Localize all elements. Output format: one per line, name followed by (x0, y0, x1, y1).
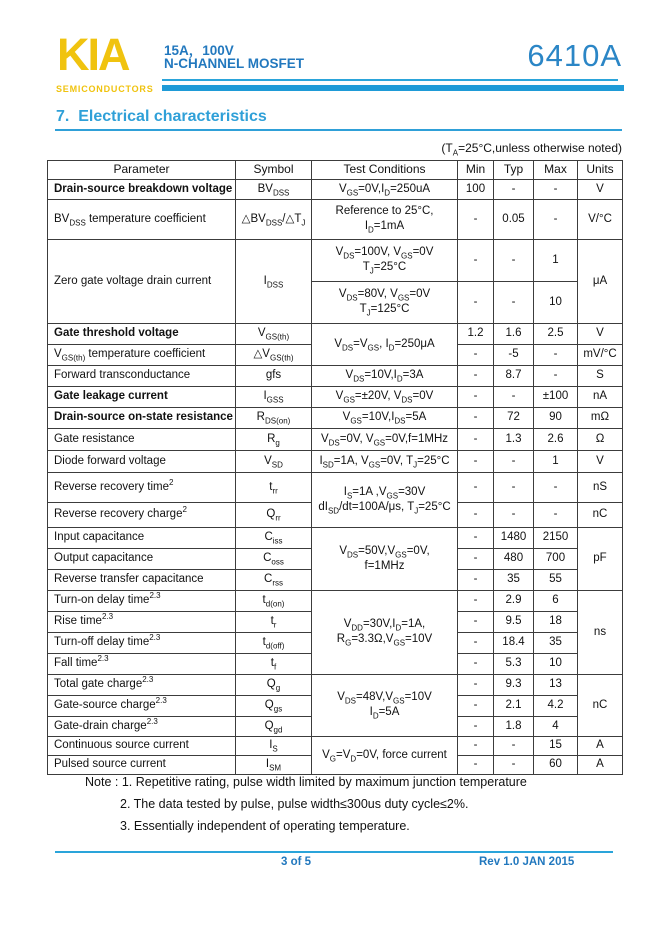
table-row (48, 386, 623, 407)
param-cell: Reverse transfer capacitance (48, 569, 236, 590)
symbol-cell: $\triangle BV_{DSS}/\triangle T_J$ (236, 199, 312, 239)
param-cell: Continuous source current (48, 736, 236, 755)
table-row (48, 527, 623, 548)
conditions-cell: Reference to 25°C, $I_D=1mA$ (312, 199, 458, 239)
max-cell: - (534, 502, 578, 527)
notes-block (85, 775, 527, 841)
table-header-row (48, 161, 623, 180)
table-row (48, 239, 623, 281)
param-cell: Diode forward voltage (48, 450, 236, 472)
param-cell: Drain-source on-state resistance (48, 407, 236, 428)
symbol-cell: $t_r$ (236, 611, 312, 632)
table-row (48, 365, 623, 386)
device-rating: 15A，100V (164, 43, 234, 58)
symbol-cell: $I_{SM}$ (236, 755, 312, 774)
conditions-cell: $V_{GS}=0V,I_D=250uA$ (312, 179, 458, 199)
max-cell: 1 (534, 450, 578, 472)
table-body (48, 179, 623, 774)
max-cell: 35 (534, 632, 578, 653)
table-row (48, 323, 623, 344)
conditions-cell: $V_{GS}=\pm 20V$, $V_{DS}=0V$ (312, 386, 458, 407)
typ-cell: -5 (494, 344, 534, 365)
max-cell: 10 (534, 653, 578, 674)
header-rule-thick (162, 85, 624, 91)
max-cell: 55 (534, 569, 578, 590)
table-row (48, 407, 623, 428)
symbol-cell: $t_f$ (236, 653, 312, 674)
min-cell: - (458, 548, 494, 569)
min-cell: - (458, 674, 494, 695)
column-header-parameter: Parameter (48, 161, 236, 180)
min-cell: - (458, 716, 494, 736)
typ-cell: 9.5 (494, 611, 534, 632)
min-cell: 100 (458, 179, 494, 199)
typ-cell: - (494, 386, 534, 407)
max-cell: 18 (534, 611, 578, 632)
units-cell: ns (578, 590, 623, 674)
symbol-cell: $Q_{gs}$ (236, 695, 312, 716)
conditions-cell: $V_{GS}=10V,I_{DS}=5A$ (312, 407, 458, 428)
typ-cell: - (494, 472, 534, 502)
symbol-cell: $C_{oss}$ (236, 548, 312, 569)
max-cell: 6 (534, 590, 578, 611)
max-cell: 2.5 (534, 323, 578, 344)
units-cell: V (578, 179, 623, 199)
conditions-cell: $V_{DS}=10V,I_D=3A$ (312, 365, 458, 386)
units-cell: V (578, 323, 623, 344)
typ-cell: 1.6 (494, 323, 534, 344)
param-cell: Gate resistance (48, 428, 236, 450)
conditions-cell: $V_{DS}=50V,V_{GS}=0V$, f=1MHz (312, 527, 458, 590)
table-row (48, 179, 623, 199)
column-header-symbol: Symbol (236, 161, 312, 180)
param-cell: Zero gate voltage drain current (48, 239, 236, 323)
param-cell: Gate-source charge$^{2.3}$ (48, 695, 236, 716)
units-cell: V/°C (578, 199, 623, 239)
min-cell: - (458, 502, 494, 527)
param-cell: Output capacitance (48, 548, 236, 569)
min-cell: - (458, 428, 494, 450)
symbol-cell: $t_{d(off)}$ (236, 632, 312, 653)
min-cell: - (458, 653, 494, 674)
param-cell: Forward transconductance (48, 365, 236, 386)
note-line-1: Note : 1. Repetitive rating, pulse width limited by maximum junction temperature (85, 775, 527, 789)
param-cell: Rise time$^{2.3}$ (48, 611, 236, 632)
symbol-cell: gfs (236, 365, 312, 386)
header-rule-thin (162, 79, 618, 81)
param-cell: Drain-source breakdown voltage (48, 179, 236, 199)
typ-cell: - (494, 239, 534, 281)
param-cell: Fall time$^{2.3}$ (48, 653, 236, 674)
typ-cell: 35 (494, 569, 534, 590)
table-row (48, 472, 623, 502)
units-cell: mΩ (578, 407, 623, 428)
page-number: 3 of 5 (281, 856, 312, 868)
symbol-cell: $BV_{DSS}$ (236, 179, 312, 199)
symbol-cell: $t_{d(on)}$ (236, 590, 312, 611)
max-cell: - (534, 179, 578, 199)
footer-rule (55, 851, 613, 853)
conditions-cell: $I_{SD}=1A$, $V_{GS}=0V$, $T_J=25^\circ C$ (312, 450, 458, 472)
param-cell: Gate threshold voltage (48, 323, 236, 344)
min-cell: - (458, 695, 494, 716)
part-number: 6410A (527, 38, 622, 73)
conditions-cell: $I_S=1A$ $,V_{GS}=30V$ $dI_{SD}/dt=100A/\mu s$, $T_J=25^\circ C$ (312, 472, 458, 527)
typ-cell: 8.7 (494, 365, 534, 386)
units-cell: mV/°C (578, 344, 623, 365)
symbol-cell: $R_{DS(on)}$ (236, 407, 312, 428)
min-cell: - (458, 590, 494, 611)
param-cell: Gate-drain charge$^{2.3}$ (48, 716, 236, 736)
test-condition-note: ($T_A=25^\circ C,unless$ otherwise noted) (441, 141, 622, 158)
typ-cell: - (494, 755, 534, 774)
max-cell: - (534, 199, 578, 239)
symbol-cell: $R_g$ (236, 428, 312, 450)
symbol-cell: $Q_g$ (236, 674, 312, 695)
typ-cell: 1.8 (494, 716, 534, 736)
column-header-min: Min (458, 161, 494, 180)
conditions-cell: $V_{DS}=0V$, $V_{GS}=0V,f=1MHz$ (312, 428, 458, 450)
typ-cell: - (494, 502, 534, 527)
typ-cell: 2.9 (494, 590, 534, 611)
typ-cell: 18.4 (494, 632, 534, 653)
min-cell: - (458, 239, 494, 281)
min-cell: - (458, 407, 494, 428)
table-row (48, 428, 623, 450)
units-cell: pF (578, 527, 623, 590)
device-type: N-CHANNEL MOSFET (164, 56, 304, 71)
symbol-cell: $I_{GSS}$ (236, 386, 312, 407)
min-cell: - (458, 611, 494, 632)
param-cell: Reverse recovery time$^2$ (48, 472, 236, 502)
table-row (48, 736, 623, 755)
section-underline (55, 129, 622, 131)
conditions-cell: $V_{DD}=30V,I_D=1A$, $R_G=3.3\Omega,V_{GS}=10V$ (312, 590, 458, 674)
min-cell: - (458, 527, 494, 548)
param-cell: Turn-off delay time$^{2.3}$ (48, 632, 236, 653)
max-cell: 60 (534, 755, 578, 774)
symbol-cell: $C_{rss}$ (236, 569, 312, 590)
min-cell: - (458, 755, 494, 774)
note-line-3: 3. Essentially independent of operating temperature. (120, 819, 410, 833)
typ-cell: - (494, 450, 534, 472)
max-cell: - (534, 344, 578, 365)
symbol-cell: $C_{iss}$ (236, 527, 312, 548)
units-cell: μA (578, 239, 623, 323)
kia-logo: KIA (57, 29, 129, 80)
units-cell: S (578, 365, 623, 386)
max-cell: 1 (534, 239, 578, 281)
max-cell: 4.2 (534, 695, 578, 716)
units-cell: nC (578, 502, 623, 527)
conditions-cell: $V_{DS}=V_{GS}$, $I_D=250\mu A$ (312, 323, 458, 365)
max-cell: 2150 (534, 527, 578, 548)
min-cell: - (458, 365, 494, 386)
note-line-2: 2. The data tested by pulse, pulse width≤300us duty cycle≤2%. (120, 797, 469, 811)
max-cell: 2.6 (534, 428, 578, 450)
max-cell: ±100 (534, 386, 578, 407)
param-cell: $V_{GS(th)}$ temperature coefficient (48, 344, 236, 365)
symbol-cell: $t_{rr}$ (236, 472, 312, 502)
electrical-characteristics-table (47, 160, 623, 775)
logo-subtitle: SEMICONDUCTORS (56, 84, 154, 94)
units-cell: Ω (578, 428, 623, 450)
typ-cell: - (494, 281, 534, 323)
min-cell: - (458, 344, 494, 365)
table-row (48, 199, 623, 239)
max-cell: 90 (534, 407, 578, 428)
min-cell: - (458, 569, 494, 590)
symbol-cell: $Q_{rr}$ (236, 502, 312, 527)
min-cell: - (458, 281, 494, 323)
section-title: 7. Electrical characteristics (56, 108, 267, 125)
symbol-cell: $\triangle V_{GS(th)}$ (236, 344, 312, 365)
typ-cell: 72 (494, 407, 534, 428)
min-cell: - (458, 632, 494, 653)
units-cell: A (578, 755, 623, 774)
param-cell: Total gate charge$^{2.3}$ (48, 674, 236, 695)
param-cell: Pulsed source current (48, 755, 236, 774)
typ-cell: 5.3 (494, 653, 534, 674)
symbol-cell: $I_{DSS}$ (236, 239, 312, 323)
typ-cell: 1.3 (494, 428, 534, 450)
table-row (48, 590, 623, 611)
max-cell: 4 (534, 716, 578, 736)
min-cell: 1.2 (458, 323, 494, 344)
min-cell: - (458, 450, 494, 472)
column-header-test-conditions: Test Conditions (312, 161, 458, 180)
max-cell: - (534, 472, 578, 502)
min-cell: - (458, 199, 494, 239)
column-header-typ: Typ (494, 161, 534, 180)
typ-cell: 0.05 (494, 199, 534, 239)
typ-cell: - (494, 736, 534, 755)
max-cell: - (534, 365, 578, 386)
units-cell: nC (578, 674, 623, 736)
column-header-units: Units (578, 161, 623, 180)
conditions-cell: $V_{DS}=100V$, $V_{GS}=0V$ $T_J=25^\circ C$ (312, 239, 458, 281)
units-cell: V (578, 450, 623, 472)
param-cell: Turn-on delay time$^{2.3}$ (48, 590, 236, 611)
min-cell: - (458, 386, 494, 407)
max-cell: 15 (534, 736, 578, 755)
column-header-max: Max (534, 161, 578, 180)
symbol-cell: $V_{SD}$ (236, 450, 312, 472)
param-cell: Reverse recovery charge$^2$ (48, 502, 236, 527)
units-cell: nA (578, 386, 623, 407)
min-cell: - (458, 472, 494, 502)
table-row (48, 674, 623, 695)
typ-cell: 2.1 (494, 695, 534, 716)
param-cell: $BV_{DSS}$ temperature coefficient (48, 199, 236, 239)
conditions-cell: $V_{DS}=80V$, $V_{GS}=0V$ $T_J=125^\circ C$ (312, 281, 458, 323)
typ-cell: 1480 (494, 527, 534, 548)
units-cell: A (578, 736, 623, 755)
units-cell: nS (578, 472, 623, 502)
typ-cell: - (494, 179, 534, 199)
symbol-cell: $Q_{gd}$ (236, 716, 312, 736)
typ-cell: 480 (494, 548, 534, 569)
table-row (48, 450, 623, 472)
param-cell: Input capacitance (48, 527, 236, 548)
conditions-cell: $V_{DS}=48V,V_{GS}=10V$ $I_D=5A$ (312, 674, 458, 736)
max-cell: 13 (534, 674, 578, 695)
max-cell: 10 (534, 281, 578, 323)
param-cell: Gate leakage current (48, 386, 236, 407)
min-cell: - (458, 736, 494, 755)
revision-label: Rev 1.0 JAN 2015 (479, 856, 575, 868)
max-cell: 700 (534, 548, 578, 569)
symbol-cell: $I_S$ (236, 736, 312, 755)
symbol-cell: $V_{GS(th)}$ (236, 323, 312, 344)
conditions-cell: $V_G=V_D=0V$, force current (312, 736, 458, 774)
typ-cell: 9.3 (494, 674, 534, 695)
